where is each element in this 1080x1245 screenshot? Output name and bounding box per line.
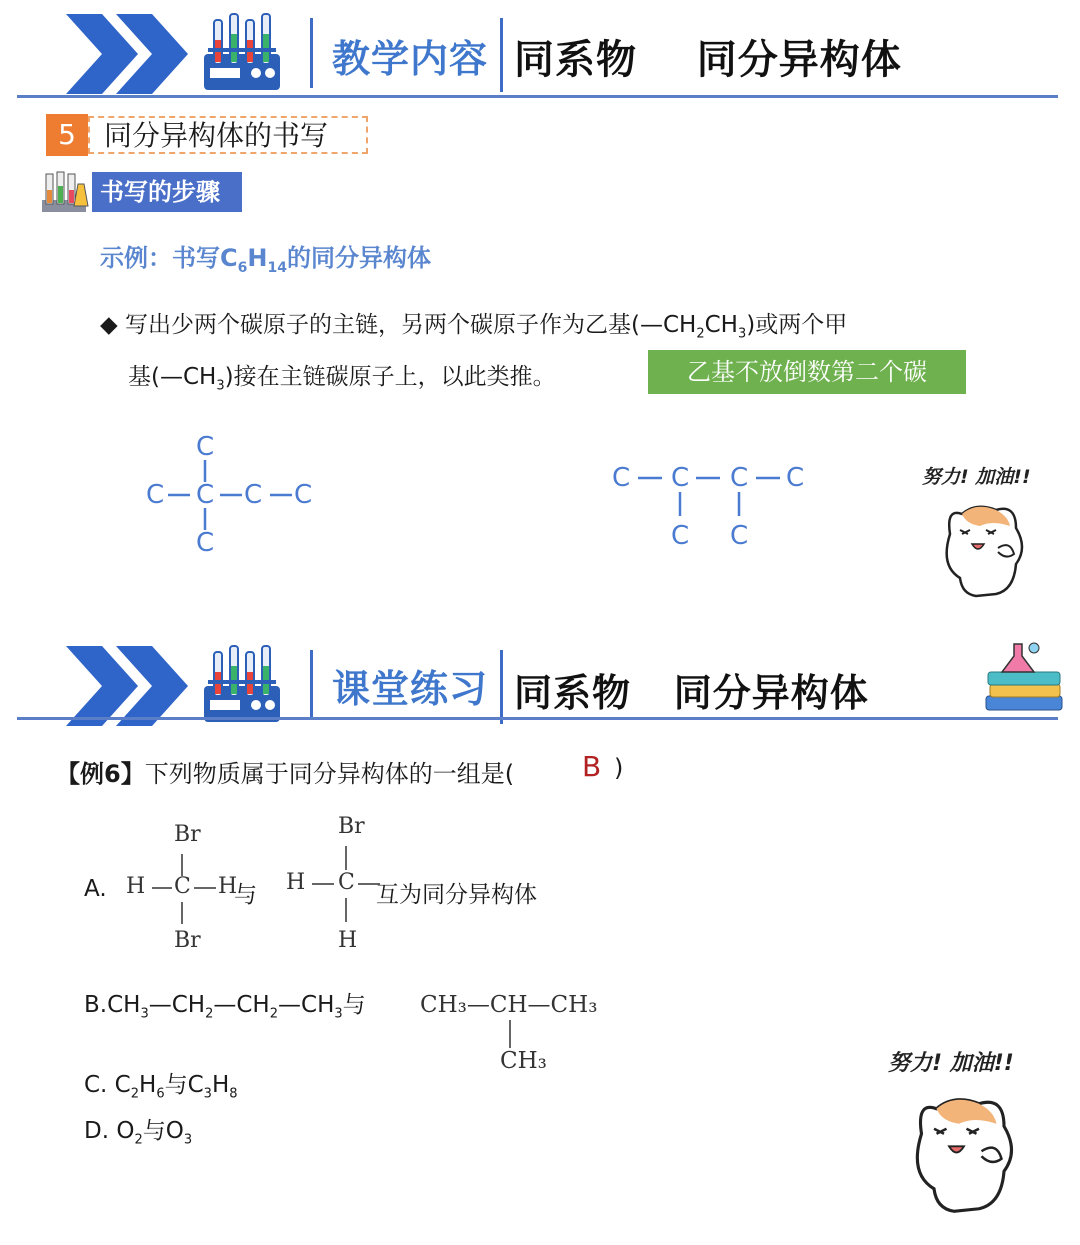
bromine-atom: Br (174, 928, 201, 953)
header-rule (17, 95, 1058, 98)
test-tube-rack-icon (200, 642, 284, 728)
carbon-atom: C (174, 874, 191, 899)
lab-flask-icon (40, 170, 90, 214)
carbon-atom: C (786, 463, 805, 493)
cheer-text: 努力! 加油!! (888, 1051, 1014, 1076)
carbon-atom: C (671, 463, 690, 493)
banner-label: 教学内容 (332, 37, 489, 81)
banner-label: 课堂练习 (332, 667, 489, 711)
example-heading: 示例：书写$C_6H_{14}$的同分异构体 (100, 244, 431, 276)
banner-divider-2 (500, 18, 503, 92)
exercise-banner (0, 632, 1080, 742)
hydrogen-atom: H (338, 928, 358, 953)
section-title: 同分异构体的书写 (88, 116, 368, 154)
question-stem: 【例6】下列物质属于同分异构体的一组是( (56, 760, 515, 788)
tip-badge: 乙基不放倒数第二个碳 (648, 350, 966, 394)
carbon-atom: C (196, 528, 215, 558)
option-a-label: A. (84, 876, 107, 902)
hydrogen-atom: H (126, 874, 146, 899)
option-c-text: C. $C_2H_6$与$C_3H_8$ (84, 1072, 238, 1102)
hydrogen-atom: H (218, 874, 238, 899)
carbon-atom: C (146, 480, 165, 510)
carbon-atom: C (612, 463, 631, 493)
option-b-branched-main: CH₃—CH—CH₃ (420, 992, 598, 1018)
test-tube-rack-icon (200, 10, 284, 96)
option-b-branch-bond (500, 1018, 520, 1052)
banner-title: 同系物 同分异构体 (514, 671, 869, 715)
carbon-atom: C (244, 480, 263, 510)
banner-divider-2 (500, 650, 503, 724)
carbon-atom: C (196, 480, 215, 510)
carbon-atom: C (338, 870, 355, 895)
bromine-atom: Br (174, 822, 201, 847)
option-b-branched-methyl: CH₃ (500, 1048, 547, 1074)
cheer-text: 努力! 加油!! (922, 466, 1031, 488)
bromine-atom: Br (338, 814, 365, 839)
cheer-cat-icon (936, 494, 1032, 600)
steps-label: 书写的步骤 (92, 172, 242, 212)
cheer-cat-icon (904, 1080, 1024, 1220)
question-close: ) (614, 754, 624, 782)
banner-divider (310, 18, 313, 88)
option-a-joiner: 与 (234, 882, 257, 908)
option-b-text: $B.CH_3—CH_2—CH_2—CH_3$与 (84, 992, 366, 1022)
option-d-text: D. $O_2$与$O_3$ (84, 1118, 193, 1148)
carbon-atom: C (730, 521, 749, 551)
answer-letter: B (582, 750, 602, 783)
banner-title: 同系物 同分异构体 (514, 37, 902, 83)
instruction-line-1: ◆ 写出少两个碳原子的主链，另两个碳原子作为乙基$(—CH_2CH_3)$或两个甲 (100, 312, 848, 342)
banner-divider (310, 650, 313, 720)
carbon-atom: C (196, 432, 215, 462)
double-chevron-icon (62, 646, 192, 726)
double-chevron-icon (62, 14, 192, 94)
hydrogen-atom: H (286, 870, 306, 895)
option-a-suffix: 互为同分异构体 (376, 882, 537, 908)
carbon-atom: C (730, 463, 749, 493)
carbon-atom: C (294, 480, 313, 510)
books-flask-icon (982, 638, 1066, 722)
header-banner (0, 0, 1080, 110)
section-number: 5 (46, 114, 88, 156)
carbon-atom: C (671, 521, 690, 551)
exercise-rule (17, 717, 1058, 720)
instruction-line-2: 基$(—CH_3)$接在主链碳原子上，以此类推。 (128, 364, 556, 394)
